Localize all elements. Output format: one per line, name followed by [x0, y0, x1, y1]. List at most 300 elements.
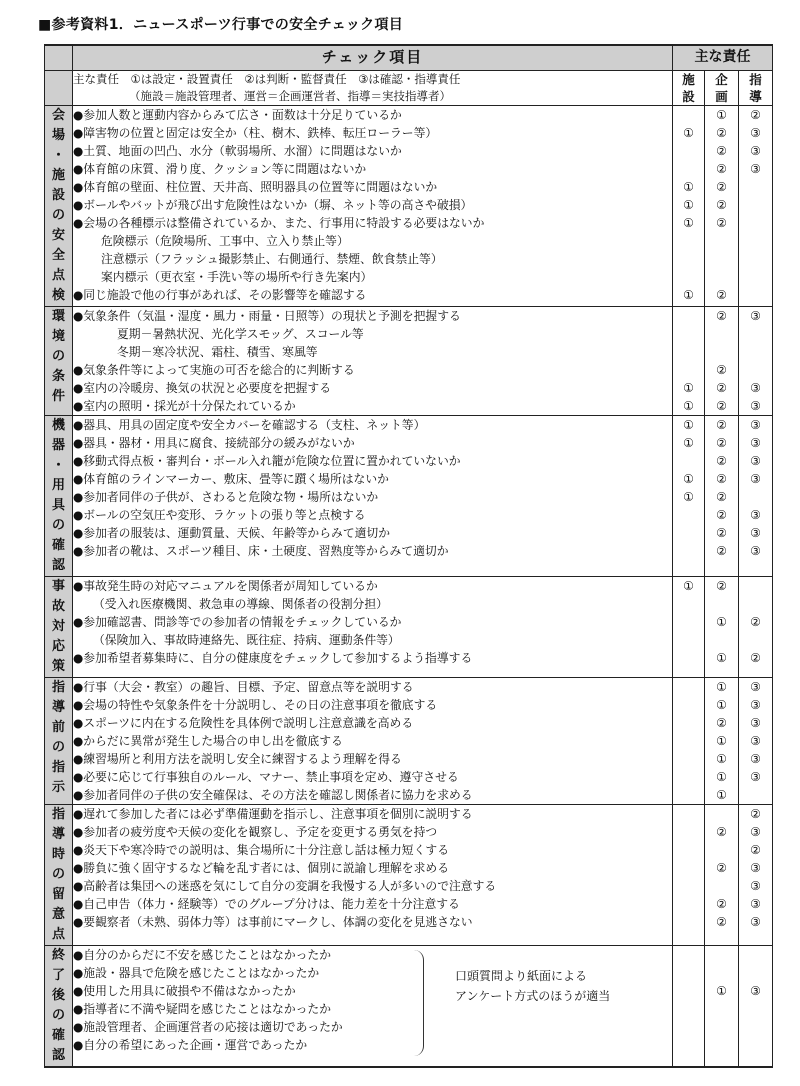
check-item: ●器具、用具の固定度や安全カバーを確認する（支柱、ネット等）: [73, 418, 426, 432]
mark-planning: [705, 268, 738, 286]
mark-planning: ②: [716, 216, 727, 230]
mark-instruction: ③: [750, 472, 761, 486]
check-item: ●ボールやバットが飛び出す危険性はないか（塀、ネット等の高さや破損）: [73, 198, 473, 212]
section-category-char: 事: [51, 579, 65, 594]
section-items: [73, 946, 673, 1068]
mark-instruction: ③: [750, 879, 761, 893]
legend-line-2: （施設＝施設管理者、運営＝企画運営者、指導＝実技指導者）: [129, 89, 451, 103]
check-item: ●自己申告（体力・経験等）でのグループ分けは、能力差を十分注意する: [73, 897, 460, 911]
mark-facility: ①: [683, 399, 694, 413]
mark-planning: ②: [716, 363, 727, 377]
section-category-char: 点: [51, 927, 65, 942]
mark-instruction: [739, 577, 772, 595]
mark-instruction: [739, 1018, 772, 1036]
section-category: [45, 106, 73, 307]
check-item: ●勝負に強く固守するなど輪を乱す者には、個別に説諭し理解を求める: [73, 861, 449, 875]
mark-instruction: ②: [750, 651, 761, 665]
mark-facility: ①: [683, 381, 694, 395]
section-category-char: 前: [51, 720, 65, 735]
mark-planning: ②: [716, 309, 727, 323]
mark-planning: ①: [716, 734, 727, 748]
section-category-char: 導: [51, 700, 65, 715]
mark-instruction: [739, 250, 772, 268]
section-category: [45, 577, 73, 678]
mark-facility-column: [673, 946, 705, 1068]
mark-facility: [673, 714, 704, 732]
check-item: （受入れ医療機関、救急車の導線、関係者の役割分担）: [93, 597, 388, 611]
section-category-char: 確: [51, 1028, 65, 1043]
check-item: ●体育館の床質、滑り度、クッション等に問題はないか: [73, 162, 367, 176]
mark-planning: [705, 946, 738, 964]
section-category-char: 終: [51, 948, 65, 963]
mark-planning-column: [705, 307, 739, 416]
check-items-header: チェック項目: [73, 45, 673, 71]
section-items: [73, 805, 673, 946]
section-category-char: 件: [51, 389, 65, 404]
section-row: [45, 416, 773, 577]
mark-instruction: ②: [750, 108, 761, 122]
mark-facility-column: [673, 106, 705, 307]
mark-planning: [705, 631, 738, 649]
check-item: ●参加確認書、問診等での参加者の情報をチェックしているか: [73, 615, 402, 629]
mark-planning: ②: [716, 825, 727, 839]
mark-planning: [705, 964, 738, 982]
mark-facility: [673, 506, 704, 524]
section-category-char: の: [51, 208, 65, 223]
section-category-char: 認: [51, 558, 65, 573]
mark-instruction: ③: [750, 526, 761, 540]
mark-planning: ①: [716, 788, 727, 802]
mark-instruction: ③: [750, 770, 761, 784]
mark-planning: ②: [716, 180, 727, 194]
right-brace: [413, 950, 424, 1056]
mark-planning: ①: [716, 752, 727, 766]
mark-facility: [673, 452, 704, 470]
section-category-char: 器: [51, 438, 65, 453]
check-item: ●障害物の位置と固定は安全か（柱、樹木、鉄棒、転圧ローラー等）: [73, 126, 438, 140]
mark-facility: [673, 343, 704, 361]
check-item: ●同じ施設で他の行事があれば、その影響等を確認する: [73, 288, 367, 302]
mark-instruction: ③: [750, 861, 761, 875]
mark-facility: [673, 696, 704, 714]
column-instruction-char: 指: [749, 72, 762, 87]
section-category-char: 意: [51, 907, 65, 922]
mark-planning: ②: [716, 144, 727, 158]
mark-planning: ①: [716, 651, 727, 665]
mark-facility-column: [673, 416, 705, 577]
mark-planning: ②: [716, 579, 727, 593]
check-item: ●参加希望者募集時に、自分の健康度をチェックして参加するよう指導する: [73, 651, 473, 665]
column-planning-header: [705, 71, 739, 106]
mark-planning-column: [705, 946, 739, 1068]
section-category-char: 施: [51, 168, 65, 183]
mark-instruction-column: [739, 106, 773, 307]
mark-planning: ②: [716, 198, 727, 212]
mark-planning: ②: [716, 381, 727, 395]
mark-planning-column: [705, 577, 739, 678]
mark-planning: ②: [716, 126, 727, 140]
mark-facility: [673, 786, 704, 804]
mark-instruction: ③: [750, 915, 761, 929]
section-category-char: 会: [51, 108, 65, 123]
legend-corner: [45, 71, 73, 106]
section-category-char: 示: [51, 780, 65, 795]
section-items: [73, 577, 673, 678]
mark-instruction-column: [739, 805, 773, 946]
section-category-char: 留: [51, 887, 65, 902]
section-category-char: の: [51, 1008, 65, 1023]
mark-planning: [705, 325, 738, 343]
mark-planning: ②: [716, 436, 727, 450]
mark-instruction: ③: [750, 544, 761, 558]
mark-planning-column: [705, 416, 739, 577]
mark-instruction: [739, 631, 772, 649]
mark-planning: ①: [716, 680, 727, 694]
mark-facility: [673, 232, 704, 250]
mark-instruction: ③: [750, 454, 761, 468]
mark-instruction: [739, 214, 772, 232]
mark-facility: [673, 595, 704, 613]
mark-planning: ②: [716, 472, 727, 486]
section-row: [45, 106, 773, 307]
column-planning-char: 企: [715, 72, 728, 87]
mark-facility: [673, 250, 704, 268]
mark-facility-column: [673, 805, 705, 946]
legend-row: [45, 71, 773, 106]
mark-facility: [673, 678, 704, 696]
mark-planning: ②: [716, 861, 727, 875]
mark-planning-column: [705, 678, 739, 805]
check-item: ●器具・器材・用具に腐食、接続部分の緩みがないか: [73, 436, 355, 450]
mark-facility: [673, 613, 704, 631]
section-items: [73, 307, 673, 416]
mark-facility: [673, 964, 704, 982]
check-item: ●必要に応じて行事独自のルール、マナー、禁止事項を定め、遵守させる: [73, 770, 459, 784]
mark-facility: [673, 325, 704, 343]
check-item: ●室内の冷暖房、換気の状況と必要度を把握する: [73, 381, 332, 395]
mark-planning: [705, 1036, 738, 1054]
mark-facility: [673, 1036, 704, 1054]
check-item: ●自分のからだに不安を感じたことはなかったか: [73, 948, 332, 962]
mark-instruction: ③: [750, 126, 761, 140]
mark-facility: ①: [683, 436, 694, 450]
mark-facility: [673, 982, 704, 1000]
mark-planning: [705, 805, 738, 823]
mark-instruction: ③: [750, 418, 761, 432]
mark-planning-column: [705, 805, 739, 946]
mark-planning: [705, 232, 738, 250]
mark-instruction: ②: [750, 843, 761, 857]
check-item: ●自分の希望にあった企画・運営であったか: [73, 1038, 308, 1052]
mark-planning: ①: [716, 698, 727, 712]
section-category-char: 後: [51, 988, 65, 1003]
column-instruction-char: 導: [749, 89, 762, 104]
mark-facility: [673, 524, 704, 542]
check-item: ●からだに異常が発生した場合の申し出を徹底する: [73, 734, 343, 748]
mark-facility: [673, 895, 704, 913]
survey-note-line: アンケート方式のほうが適当: [455, 989, 611, 1003]
mark-facility: [673, 160, 704, 178]
mark-instruction: [739, 286, 772, 304]
check-item: ●スポーツに内在する危険性を具体例で説明し注意意識を高める: [73, 716, 414, 730]
section-items: [73, 416, 673, 577]
mark-instruction: ②: [750, 615, 761, 629]
mark-facility: ①: [683, 198, 694, 212]
mark-facility: [673, 268, 704, 286]
section-category-char: 環: [51, 309, 65, 324]
section-row: [45, 678, 773, 805]
mark-instruction: [739, 343, 772, 361]
check-item: 冬期－寒冷状況、霜柱、積雪、寒風等: [117, 345, 318, 359]
mark-instruction: ③: [750, 508, 761, 522]
section-category-char: 策: [51, 659, 65, 674]
section-row: [45, 805, 773, 946]
mark-instruction: [739, 1036, 772, 1054]
mark-planning: [705, 841, 738, 859]
section-row: [45, 577, 773, 678]
check-item: （保険加入、事故時連絡先、既往症、持病、運動条件等）: [93, 633, 400, 647]
check-item: ●会場の各種標示は整備されているか、また、行事用に特設する必要はないか: [73, 216, 485, 230]
section-category-char: ・: [51, 458, 65, 473]
check-item: ●炎天下や寒冷時での説明は、集合場所に十分注意し話は極力短くする: [73, 843, 449, 857]
mark-instruction: ③: [750, 162, 761, 176]
mark-instruction-column: [739, 577, 773, 678]
header-corner: [45, 45, 73, 71]
section-category-char: 機: [51, 418, 65, 433]
check-item: 注意標示（フラッシュ撮影禁止、右側通行、禁煙、飲食禁止等）: [101, 252, 443, 266]
check-item: ●遅れて参加した者には必ず準備運動を指示し、注意事項を個別に説明する: [73, 807, 473, 821]
check-item: ●参加人数と運動内容からみて広さ・面数は十分足りているか: [73, 108, 402, 122]
mark-instruction: ③: [750, 399, 761, 413]
mark-facility: [673, 946, 704, 964]
section-category: [45, 307, 73, 416]
mark-instruction: [739, 325, 772, 343]
section-category: [45, 946, 73, 1068]
mark-instruction: ③: [750, 716, 761, 730]
mark-facility: ①: [683, 490, 694, 504]
mark-instruction: ③: [750, 897, 761, 911]
mark-planning: [705, 877, 738, 895]
section-items: [73, 678, 673, 805]
section-category: [45, 416, 73, 577]
check-item: ●移動式得点板・審判台・ボール入れ籠が危険な位置に置かれていないか: [73, 454, 461, 468]
mark-facility: ①: [683, 126, 694, 140]
mark-facility: ①: [683, 418, 694, 432]
mark-instruction: [739, 196, 772, 214]
mark-instruction: ③: [750, 752, 761, 766]
mark-planning: [705, 595, 738, 613]
mark-planning: ②: [716, 897, 727, 911]
mark-instruction: [739, 946, 772, 964]
mark-facility-column: [673, 577, 705, 678]
mark-instruction: ③: [750, 825, 761, 839]
mark-facility: [673, 750, 704, 768]
mark-facility: [673, 542, 704, 560]
mark-planning: ②: [716, 544, 727, 558]
section-category-char: の: [51, 867, 65, 882]
mark-instruction: [739, 232, 772, 250]
check-item: ●体育館のラインマーカー、敷床、畳等に躓く場所はないか: [73, 472, 389, 486]
document-title: ■参考資料1．ニュースポーツ行事での安全チェック項目: [38, 17, 404, 33]
mark-facility: [673, 1018, 704, 1036]
mark-facility: [673, 106, 704, 124]
mark-instruction: ③: [750, 734, 761, 748]
check-item: ●体育館の壁面、柱位置、天井高、照明器具の位置等に問題はないか: [73, 180, 438, 194]
check-item: ●会場の特性や気象条件を十分説明し、その日の注意事項を徹底する: [73, 698, 438, 712]
section-category-char: ・: [51, 148, 65, 163]
header-row: [45, 45, 773, 71]
column-instruction-header: [739, 71, 773, 106]
check-item: ●要観察者（未熟、弱体力等）は事前にマークし、体調の変化を見逃さない: [73, 915, 473, 929]
section-category-char: 指: [51, 760, 65, 775]
mark-planning: [705, 343, 738, 361]
mark-planning: ②: [716, 454, 727, 468]
responsibility-header: 主な責任: [673, 45, 773, 71]
check-item: ●室内の照明・採光が十分保たれているか: [73, 399, 296, 413]
section-category: [45, 805, 73, 946]
mark-planning: ②: [716, 418, 727, 432]
mark-planning: ②: [716, 490, 727, 504]
mark-facility: [673, 841, 704, 859]
mark-planning: ①: [716, 984, 727, 998]
legend: [73, 71, 673, 106]
section-category-char: 了: [51, 968, 65, 983]
column-facility-char: 設: [682, 89, 695, 104]
mark-planning: ②: [716, 915, 727, 929]
mark-instruction: ③: [750, 144, 761, 158]
mark-planning: ①: [716, 615, 727, 629]
section-category-char: 点: [51, 268, 65, 283]
mark-instruction: ③: [750, 381, 761, 395]
mark-planning: ②: [716, 526, 727, 540]
mark-facility: [673, 142, 704, 160]
mark-instruction: [739, 964, 772, 982]
mark-facility: [673, 823, 704, 841]
mark-facility: [673, 649, 704, 667]
check-item: ●事故発生時の対応マニュアルを関係者が周知しているか: [73, 579, 378, 593]
mark-planning-column: [705, 106, 739, 307]
check-item: ●施設管理者、企画運営者の応接は適切であったか: [73, 1020, 343, 1034]
mark-facility: [673, 1000, 704, 1018]
mark-instruction: ②: [750, 807, 761, 821]
mark-instruction: [739, 1000, 772, 1018]
section-category-char: 故: [51, 599, 65, 614]
survey-note-line: 口頭質問より紙面による: [455, 969, 588, 983]
check-item: ●高齢者は集団への迷惑を気にして自分の変調を我慢する人が多いので注意する: [73, 879, 497, 893]
mark-facility: ①: [683, 472, 694, 486]
section-category-char: 指: [51, 807, 65, 822]
check-item: ●練習場所と利用方法を説明し安全に練習するよう理解を得る: [73, 752, 402, 766]
section-category-char: 対: [51, 619, 65, 634]
mark-planning: ①: [716, 108, 727, 122]
section-category-char: 安: [51, 228, 65, 243]
column-planning-char: 画: [715, 89, 728, 104]
mark-planning: [705, 1018, 738, 1036]
mark-instruction: [739, 178, 772, 196]
mark-facility: ①: [683, 288, 694, 302]
section-category-char: の: [51, 518, 65, 533]
check-item: ●土質、地面の凹凸、水分（軟弱場所、水溜）に問題はないか: [73, 144, 402, 158]
check-item: ●指導者に不満や疑問を感じたことはなかったか: [73, 1002, 332, 1016]
mark-facility-column: [673, 307, 705, 416]
mark-instruction: ③: [750, 698, 761, 712]
mark-instruction-column: [739, 416, 773, 577]
mark-facility: [673, 768, 704, 786]
mark-instruction: ③: [750, 680, 761, 694]
mark-facility: [673, 732, 704, 750]
mark-instruction: ③: [750, 984, 761, 998]
mark-instruction: ③: [750, 436, 761, 450]
check-item: ●行事（大会・教室）の趣旨、目標、予定、留意点等を説明する: [73, 680, 414, 694]
mark-facility: [673, 307, 704, 325]
mark-facility: [673, 859, 704, 877]
mark-instruction: [739, 595, 772, 613]
survey-note: [455, 966, 610, 1006]
mark-instruction: ③: [750, 309, 761, 323]
mark-instruction-column: [739, 678, 773, 805]
section-category-char: 確: [51, 538, 65, 553]
mark-facility: [673, 361, 704, 379]
check-item: ●気象条件（気温・湿度・風力・雨量・日照等）の現状と予測を把握する: [73, 309, 461, 323]
check-item: ●ボールの空気圧や変形、ラケットの張り等と点検する: [73, 508, 366, 522]
sections-body: [45, 106, 773, 1068]
column-facility-char: 施: [682, 72, 695, 87]
section-category-char: 用: [51, 478, 65, 493]
section-row: [45, 307, 773, 416]
column-facility-header: [673, 71, 705, 106]
mark-instruction: [739, 268, 772, 286]
check-item: ●参加者同伴の子供の安全確保は、その方法を確認し関係者に協力を求める: [73, 788, 473, 802]
section-category-char: 認: [51, 1048, 65, 1063]
check-item: ●参加者の靴は、スポーツ種目、床・土硬度、習熟度等からみて適切か: [73, 544, 449, 558]
mark-planning: ②: [716, 288, 727, 302]
mark-facility: ①: [683, 180, 694, 194]
mark-planning: ②: [716, 508, 727, 522]
check-item: ●使用した用具に破損や不備はなかったか: [73, 984, 296, 998]
section-category-char: 場: [51, 128, 65, 143]
section-category-char: 全: [51, 248, 65, 263]
section-category-char: 境: [51, 329, 65, 344]
check-item: 危険標示（危険場所、工事中、立入り禁止等）: [101, 234, 349, 248]
check-item: ●気象条件等によって実施の可否を総合的に判断する: [73, 363, 355, 377]
check-item: ●参加者の服装は、運動質量、天候、年齢等からみて適切か: [73, 526, 391, 540]
section-category-char: 応: [51, 639, 65, 654]
mark-facility: ①: [683, 216, 694, 230]
section-category-char: 検: [51, 288, 65, 303]
mark-planning: ②: [716, 162, 727, 176]
mark-planning: [705, 1000, 738, 1018]
mark-instruction-column: [739, 946, 773, 1068]
safety-checklist-table: [44, 44, 773, 1068]
mark-facility: [673, 805, 704, 823]
section-category-char: 具: [51, 498, 65, 513]
mark-facility: ①: [683, 579, 694, 593]
section-category-char: 指: [51, 680, 65, 695]
mark-instruction-column: [739, 307, 773, 416]
section-items: [73, 106, 673, 307]
mark-facility-column: [673, 678, 705, 805]
mark-planning: ②: [716, 716, 727, 730]
mark-planning: [705, 250, 738, 268]
section-category-char: の: [51, 349, 65, 364]
check-item: ●参加者同伴の子供が、さわると危険な物・場所はないか: [73, 490, 379, 504]
check-item: ●参加者の疲労度や天候の変化を観察し、予定を変更する勇気を持つ: [73, 825, 438, 839]
mark-instruction: [739, 488, 772, 506]
mark-planning: ②: [716, 399, 727, 413]
mark-instruction: [739, 361, 772, 379]
section-category-char: 時: [51, 847, 65, 862]
check-item: ●施設・器具で危険を感じたことはなかったか: [73, 966, 320, 980]
